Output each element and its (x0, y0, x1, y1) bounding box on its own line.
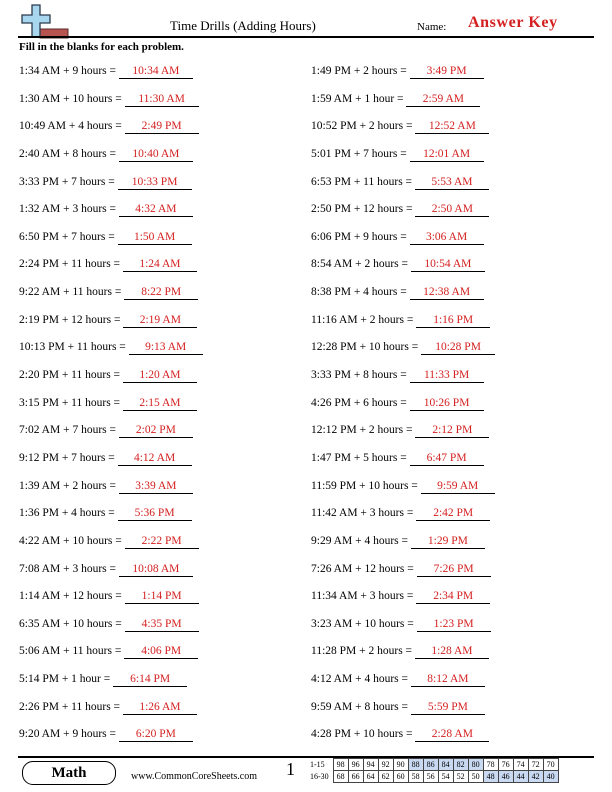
answer-blank[interactable]: 3:49 PM (410, 65, 484, 79)
answer-blank[interactable]: 1:23 PM (417, 618, 491, 632)
problem-question: 4:12 AM + 4 hours = (311, 673, 408, 686)
problem-question: 11:16 AM + 2 hours = (311, 313, 414, 326)
problem-row (19, 117, 203, 145)
score-cell: 74 (513, 759, 528, 771)
answer-blank[interactable]: 4:12 AM (118, 452, 192, 466)
answer-blank[interactable]: 1:28 AM (415, 645, 489, 659)
score-cell: 66 (348, 771, 363, 783)
score-cell: 64 (363, 771, 378, 783)
score-row-label: 16-30 (310, 772, 329, 781)
page-number: 1 (286, 759, 295, 779)
score-cell: 78 (483, 759, 498, 771)
problem-question: 3:23 AM + 10 hours = (311, 617, 414, 630)
instructions: Fill in the blanks for each problem. (19, 41, 184, 53)
problem-row (311, 642, 495, 670)
problem-question: 9:12 PM + 7 hours = (19, 451, 115, 464)
answer-blank[interactable]: 1:26 AM (123, 701, 197, 715)
subject-badge: Math (22, 761, 116, 785)
answer-blank[interactable]: 10:33 PM (118, 176, 192, 190)
score-cell: 42 (528, 771, 543, 783)
answer-blank[interactable]: 9:13 AM (129, 341, 203, 355)
problem-row (19, 477, 203, 505)
plus-sign-logo-icon (18, 2, 70, 40)
answer-blank[interactable]: 10:40 AM (119, 148, 193, 162)
answer-blank[interactable]: 5:59 PM (411, 701, 485, 715)
problem-row (311, 670, 495, 698)
problem-question: 1:30 AM + 10 hours = (19, 92, 122, 105)
score-cell: 90 (393, 759, 408, 771)
problem-row (19, 255, 203, 283)
answer-blank[interactable]: 12:38 AM (410, 286, 484, 300)
problem-row (311, 449, 495, 477)
score-row (310, 771, 558, 783)
header-divider (18, 36, 594, 38)
score-cell: 82 (453, 759, 468, 771)
problem-question: 11:34 AM + 3 hours = (311, 590, 414, 603)
problem-row (311, 504, 495, 532)
footer (18, 756, 594, 786)
problem-question: 4:26 PM + 6 hours = (311, 396, 407, 409)
problem-question: 7:26 AM + 12 hours = (311, 562, 414, 575)
problem-question: 11:42 AM + 3 hours = (311, 507, 414, 520)
problem-row (19, 449, 203, 477)
answer-blank[interactable]: 1:24 AM (123, 258, 197, 272)
score-cell: 46 (498, 771, 513, 783)
problem-row (19, 560, 203, 588)
problem-row (311, 90, 495, 118)
problem-row (311, 200, 495, 228)
problem-row (19, 394, 203, 422)
score-cell: 56 (423, 771, 438, 783)
problem-question: 1:34 AM + 9 hours = (19, 65, 116, 77)
problem-row (311, 532, 495, 560)
problem-row (311, 698, 495, 726)
score-cell: 52 (453, 771, 468, 783)
problem-row (311, 394, 495, 422)
answer-blank[interactable]: 1:20 AM (123, 369, 197, 383)
answer-blank[interactable]: 2:42 PM (416, 507, 490, 521)
answer-blank[interactable]: 10:26 PM (410, 397, 484, 411)
answer-blank[interactable]: 2:12 PM (415, 424, 489, 438)
problem-question: 11:28 PM + 2 hours = (311, 645, 413, 658)
problem-question: 7:08 AM + 3 hours = (19, 562, 116, 575)
score-cell: 40 (543, 771, 558, 783)
problem-row (19, 173, 203, 201)
problem-question: 5:14 PM + 1 hour = (19, 673, 111, 686)
problem-row (311, 615, 495, 643)
problem-question: 2:20 PM + 11 hours = (19, 369, 121, 382)
problem-question: 9:59 AM + 8 hours = (311, 700, 408, 713)
problem-question: 6:50 PM + 7 hours = (19, 230, 115, 243)
problem-row (19, 145, 203, 173)
page-title: Time Drills (Adding Hours) (170, 18, 316, 33)
website-link[interactable]: www.CommonCoreSheets.com (131, 771, 258, 782)
answer-blank[interactable]: 5:53 AM (415, 176, 489, 190)
answer-blank[interactable]: 10:54 AM (411, 258, 485, 272)
problem-question: 1:14 AM + 12 hours = (19, 590, 122, 603)
problem-row (311, 62, 495, 90)
answer-blank[interactable]: 2:02 PM (119, 424, 193, 438)
score-cell: 92 (378, 759, 393, 771)
problem-question: 2:24 PM + 11 hours = (19, 258, 121, 271)
answer-blank[interactable]: 2:34 PM (416, 590, 490, 604)
problem-question: 3:33 PM + 8 hours = (311, 369, 407, 382)
score-cell: 50 (468, 771, 483, 783)
problem-row (311, 117, 495, 145)
problem-row (19, 725, 203, 753)
problem-question: 10:49 AM + 4 hours = (19, 120, 122, 133)
problem-row (19, 200, 203, 228)
problem-question: 1:36 PM + 4 hours = (19, 507, 115, 520)
problem-row (311, 477, 495, 505)
problem-question: 1:49 PM + 2 hours = (311, 65, 407, 77)
score-cell: 76 (498, 759, 513, 771)
answer-blank[interactable]: 4:06 PM (124, 645, 198, 659)
problem-question: 12:12 PM + 2 hours = (311, 424, 413, 437)
problem-row (311, 338, 495, 366)
problem-question: 2:19 PM + 12 hours = (19, 313, 121, 326)
problem-row (19, 283, 203, 311)
answer-blank[interactable]: 6:14 PM (113, 673, 187, 687)
answer-blank[interactable]: 6:20 PM (119, 728, 193, 742)
problem-question: 6:35 AM + 10 hours = (19, 617, 122, 630)
answer-blank[interactable]: 10:28 PM (421, 341, 495, 355)
problem-row (19, 338, 203, 366)
problem-row (19, 366, 203, 394)
score-cell: 44 (513, 771, 528, 783)
problem-row (311, 560, 495, 588)
problem-row (19, 228, 203, 256)
problem-row (19, 532, 203, 560)
problem-question: 6:06 PM + 9 hours = (311, 230, 407, 243)
score-cell: 84 (438, 759, 453, 771)
problem-question: 2:50 PM + 12 hours = (311, 203, 413, 216)
problem-question: 6:53 PM + 11 hours = (311, 175, 413, 188)
problem-question: 7:02 AM + 7 hours = (19, 424, 116, 437)
answer-blank[interactable]: 12:01 AM (410, 148, 484, 162)
problem-question: 8:54 AM + 2 hours = (311, 258, 408, 271)
answer-blank[interactable]: 11:33 PM (410, 369, 484, 383)
answer-blank[interactable]: 2:50 AM (415, 203, 489, 217)
problem-row (19, 670, 203, 698)
score-cell: 98 (333, 759, 348, 771)
score-cell: 48 (483, 771, 498, 783)
answer-blank[interactable]: 2:28 AM (415, 728, 489, 742)
problem-question: 2:40 AM + 8 hours = (19, 147, 116, 160)
problem-question: 1:39 AM + 2 hours = (19, 479, 116, 492)
name-label: Name: (417, 21, 447, 33)
problem-question: 4:22 AM + 10 hours = (19, 534, 122, 547)
answer-key-label: Answer Key (468, 14, 558, 31)
score-cell: 58 (408, 771, 423, 783)
answer-blank[interactable]: 2:49 PM (125, 120, 199, 134)
answer-blank[interactable]: 4:35 PM (125, 618, 199, 632)
answer-blank[interactable]: 1:14 PM (125, 590, 199, 604)
answer-blank[interactable]: 3:39 AM (119, 480, 193, 494)
answer-blank[interactable]: 1:16 PM (416, 314, 490, 328)
problem-row (311, 311, 495, 339)
problem-question: 9:22 AM + 11 hours = (19, 286, 122, 299)
answer-blank[interactable]: 3:06 AM (410, 231, 484, 245)
answer-blank[interactable]: 1:29 PM (411, 535, 485, 549)
problem-row (19, 587, 203, 615)
problem-row (19, 90, 203, 118)
score-cell: 68 (333, 771, 348, 783)
answer-blank[interactable]: 5:36 PM (118, 507, 192, 521)
problem-row (311, 587, 495, 615)
answer-blank[interactable]: 2:19 AM (123, 314, 197, 328)
problem-row (19, 311, 203, 339)
problem-row (19, 504, 203, 532)
score-row-label: 1-15 (310, 760, 325, 769)
problem-question: 1:32 AM + 3 hours = (19, 203, 116, 216)
problem-row (311, 255, 495, 283)
problem-row (19, 698, 203, 726)
problem-question: 4:28 PM + 10 hours = (311, 728, 413, 741)
score-cell: 54 (438, 771, 453, 783)
answer-blank[interactable]: 2:15 AM (123, 397, 197, 411)
score-cell: 94 (363, 759, 378, 771)
answer-blank[interactable]: 4:32 AM (119, 203, 193, 217)
problem-question: 10:13 PM + 11 hours = (19, 341, 126, 354)
problem-row (19, 642, 203, 670)
score-cell: 86 (423, 759, 438, 771)
answer-blank[interactable]: 1:50 AM (118, 231, 192, 245)
score-cell: 62 (378, 771, 393, 783)
problem-question: 5:06 AM + 11 hours = (19, 645, 122, 658)
answer-blank[interactable]: 2:59 AM (406, 93, 480, 107)
score-cell: 96 (348, 759, 363, 771)
problem-question: 5:01 PM + 7 hours = (311, 147, 407, 160)
answer-blank[interactable]: 2:22 PM (125, 535, 199, 549)
problem-question: 3:15 PM + 11 hours = (19, 396, 121, 409)
score-row (310, 759, 558, 771)
answer-blank[interactable]: 12:52 AM (415, 120, 489, 134)
problem-question: 2:26 PM + 11 hours = (19, 700, 121, 713)
problem-row (19, 421, 203, 449)
answer-blank[interactable]: 7:26 PM (417, 563, 491, 577)
problem-row (311, 228, 495, 256)
answer-blank[interactable]: 10:34 AM (119, 65, 193, 79)
problem-question: 9:20 AM + 9 hours = (19, 728, 116, 741)
score-cell: 72 (528, 759, 543, 771)
answer-blank[interactable]: 8:12 AM (411, 673, 485, 687)
score-cell: 60 (393, 771, 408, 783)
problem-question: 10:52 PM + 2 hours = (311, 120, 413, 133)
problems-left-column (19, 62, 203, 753)
score-cell: 70 (543, 759, 558, 771)
score-cell: 80 (468, 759, 483, 771)
problem-row (19, 615, 203, 643)
problem-question: 1:47 PM + 5 hours = (311, 451, 407, 464)
problem-row (311, 725, 495, 753)
problem-question: 1:59 AM + 1 hour = (311, 92, 404, 105)
score-cell: 88 (408, 759, 423, 771)
problem-question: 3:33 PM + 7 hours = (19, 175, 115, 188)
problem-question: 8:38 PM + 4 hours = (311, 286, 407, 299)
problem-row (311, 421, 495, 449)
problems-right-column (311, 62, 495, 753)
problem-row (311, 145, 495, 173)
score-table (310, 758, 559, 783)
problem-row (311, 283, 495, 311)
answer-blank[interactable]: 8:22 PM (124, 286, 198, 300)
problem-row (311, 366, 495, 394)
problem-question: 9:29 AM + 4 hours = (311, 534, 408, 547)
answer-blank[interactable]: 9:59 AM (421, 480, 495, 494)
problem-row (19, 62, 203, 90)
answer-blank[interactable]: 11:30 AM (125, 93, 199, 107)
problem-question: 12:28 PM + 10 hours = (311, 341, 419, 354)
problem-question: 11:59 PM + 10 hours = (311, 479, 418, 492)
problem-row (311, 173, 495, 201)
answer-blank[interactable]: 10:08 AM (119, 563, 193, 577)
answer-blank[interactable]: 6:47 PM (410, 452, 484, 466)
